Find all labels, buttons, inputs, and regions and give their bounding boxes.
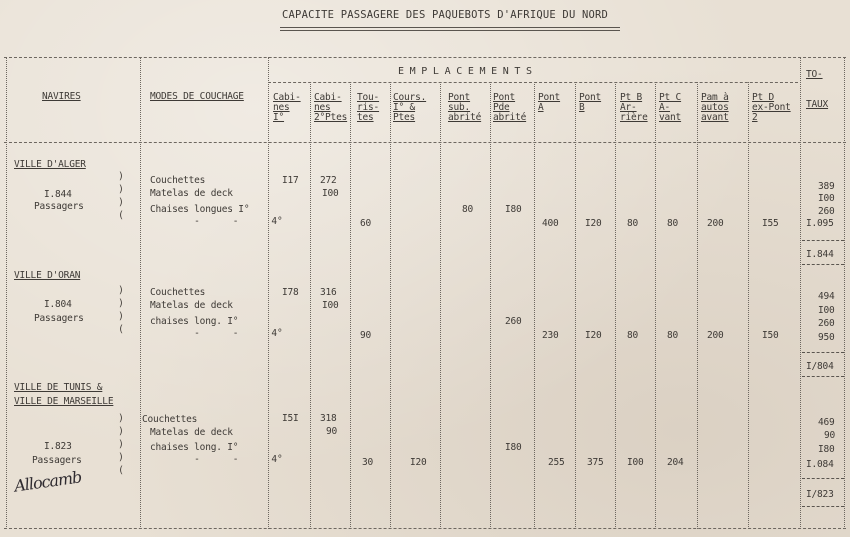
brace-icon: ) ) ) (	[118, 171, 125, 221]
ship-capacity-label: Passagers	[32, 455, 82, 466]
table-cell: 90	[360, 330, 372, 341]
ship-capacity-label: Passagers	[34, 313, 84, 324]
ship-name: VILLE DE TUNIS &	[14, 382, 103, 393]
table-cell: 255	[548, 457, 565, 468]
brace-icon: ) ) ) ) (	[118, 413, 125, 476]
table-cell: I78	[282, 287, 299, 298]
table-cell: 80	[627, 218, 639, 229]
col-header-cabines-1: Cabi- nes I°	[273, 92, 301, 123]
header-rule	[268, 82, 798, 83]
column-rule	[390, 82, 391, 529]
total-rule	[802, 506, 844, 507]
column-rule	[534, 82, 535, 529]
table-cell: I20	[585, 218, 602, 229]
row-total: I00	[818, 305, 835, 316]
col-header-pt-d: Pt D ex-Pont 2	[752, 92, 791, 123]
table-bottom-rule	[4, 528, 846, 529]
table-cell: 260	[505, 316, 522, 327]
column-rule	[697, 82, 698, 529]
table-cell: 230	[542, 330, 559, 341]
table-cell: I50	[762, 330, 779, 341]
total-rule	[802, 240, 844, 241]
row-total: 260	[818, 318, 835, 329]
mode-item: - - 4°	[150, 216, 283, 227]
row-total: 389	[818, 181, 835, 192]
total-rule	[802, 264, 844, 265]
col-header-pont-b: Pont B	[579, 92, 602, 113]
table-cell: 375	[587, 457, 604, 468]
table-cell: I00	[322, 188, 339, 199]
column-rule	[140, 57, 141, 529]
row-total: I00	[818, 193, 835, 204]
column-rule	[575, 82, 576, 529]
ship-capacity: I.844	[44, 189, 72, 200]
column-rule	[440, 82, 441, 529]
header-bottom-rule	[4, 142, 846, 143]
col-header-coursives: Cours. I° & Ptes	[393, 92, 427, 123]
ship-name: VILLE D'ORAN	[14, 270, 81, 281]
table-cell: 90	[326, 426, 338, 437]
column-rule	[6, 57, 7, 529]
column-rule	[615, 82, 616, 529]
col-header-cabines-2: Cabi- nes 2°Ptes	[314, 92, 348, 123]
row-total: 90	[824, 430, 836, 441]
ship-capacity-label: Passagers	[34, 201, 84, 212]
row-total: I.084	[806, 459, 834, 470]
column-rule	[748, 82, 749, 529]
emplacements-heading: E M P L A C E M E N T S	[398, 66, 532, 77]
mode-item: - - 4°	[150, 328, 283, 339]
col-header-pont-pde: Pont Pde abrité	[493, 92, 527, 123]
table-cell: I55	[762, 218, 779, 229]
table-cell: I20	[585, 330, 602, 341]
col-header-pont-a: Pont A	[538, 92, 561, 113]
table-top-rule	[4, 57, 846, 58]
table-cell: I17	[282, 175, 299, 186]
mode-item: chaises long. I°	[150, 316, 239, 327]
table-cell: 318	[320, 413, 337, 424]
grand-total: I/823	[806, 489, 834, 500]
mode-item: chaises long. I°	[150, 442, 239, 453]
column-rule	[655, 82, 656, 529]
mode-item: Couchettes	[150, 175, 206, 186]
ship-name: VILLE D'ALGER	[14, 159, 86, 170]
col-header-pt-c-avant: Pt C A- vant	[659, 92, 682, 123]
table-cell: 80	[667, 330, 679, 341]
table-cell: 400	[542, 218, 559, 229]
column-rule	[310, 82, 311, 529]
mode-item: Couchettes	[142, 414, 198, 425]
col-header-pont-sub: Pont sub. abrité	[448, 92, 482, 123]
col-header-pam-autos: Pam à autos avant	[701, 92, 729, 123]
table-cell: 204	[667, 457, 684, 468]
ship-capacity: I.823	[44, 441, 72, 452]
col-header-totaux: TO- TAUX	[806, 69, 829, 110]
ship-name-2: VILLE DE MARSEILLE	[14, 396, 114, 407]
grand-total: I.844	[806, 249, 834, 260]
table-cell: I00	[322, 300, 339, 311]
table-cell: 272	[320, 175, 337, 186]
total-rule	[802, 478, 844, 479]
row-total: I.095	[806, 218, 834, 229]
row-total: 950	[818, 332, 835, 343]
table-cell: 200	[707, 218, 724, 229]
brace-icon: ) ) ) (	[118, 285, 125, 335]
row-total: I80	[818, 444, 835, 455]
table-cell: 200	[707, 330, 724, 341]
table-cell: 316	[320, 287, 337, 298]
table-cell: I5I	[282, 413, 299, 424]
mode-item: Matelas de deck	[150, 300, 233, 311]
table-cell: 30	[362, 457, 374, 468]
mode-item: Couchettes	[150, 287, 206, 298]
table-cell: 80	[462, 204, 474, 215]
column-rule	[844, 57, 845, 529]
grand-total: I/804	[806, 361, 834, 372]
row-total: 469	[818, 417, 835, 428]
title-underline	[280, 30, 620, 31]
mode-item: - - 4°	[150, 454, 283, 465]
row-total: 494	[818, 291, 835, 302]
mode-item: Matelas de deck	[150, 427, 233, 438]
title-underline	[280, 27, 620, 28]
table-cell: 60	[360, 218, 372, 229]
column-rule	[800, 57, 801, 529]
table-cell: I80	[505, 204, 522, 215]
col-header-touristes: Tou- ris- tes	[357, 92, 380, 123]
row-total: 260	[818, 206, 835, 217]
mode-item: Matelas de deck	[150, 188, 233, 199]
table-cell: 80	[627, 330, 639, 341]
mode-item: Chaises longues I°	[150, 204, 250, 215]
navires-heading: NAVIRES	[42, 91, 81, 102]
table-cell: I20	[410, 457, 427, 468]
table-cell: I00	[627, 457, 644, 468]
modes-heading: MODES DE COUCHAGE	[150, 91, 244, 102]
col-header-pt-b-arriere: Pt B Ar- rière	[620, 92, 648, 123]
total-rule	[802, 352, 844, 353]
column-rule	[350, 82, 351, 529]
total-rule	[802, 376, 844, 377]
table-cell: I80	[505, 442, 522, 453]
document-title: CAPACITE PASSAGERE DES PAQUEBOTS D'AFRIQUE DU NORD	[282, 9, 609, 21]
column-rule	[490, 82, 491, 529]
table-cell: 80	[667, 218, 679, 229]
ship-capacity: I.804	[44, 299, 72, 310]
handwritten-signature: Allocamb	[13, 467, 83, 496]
